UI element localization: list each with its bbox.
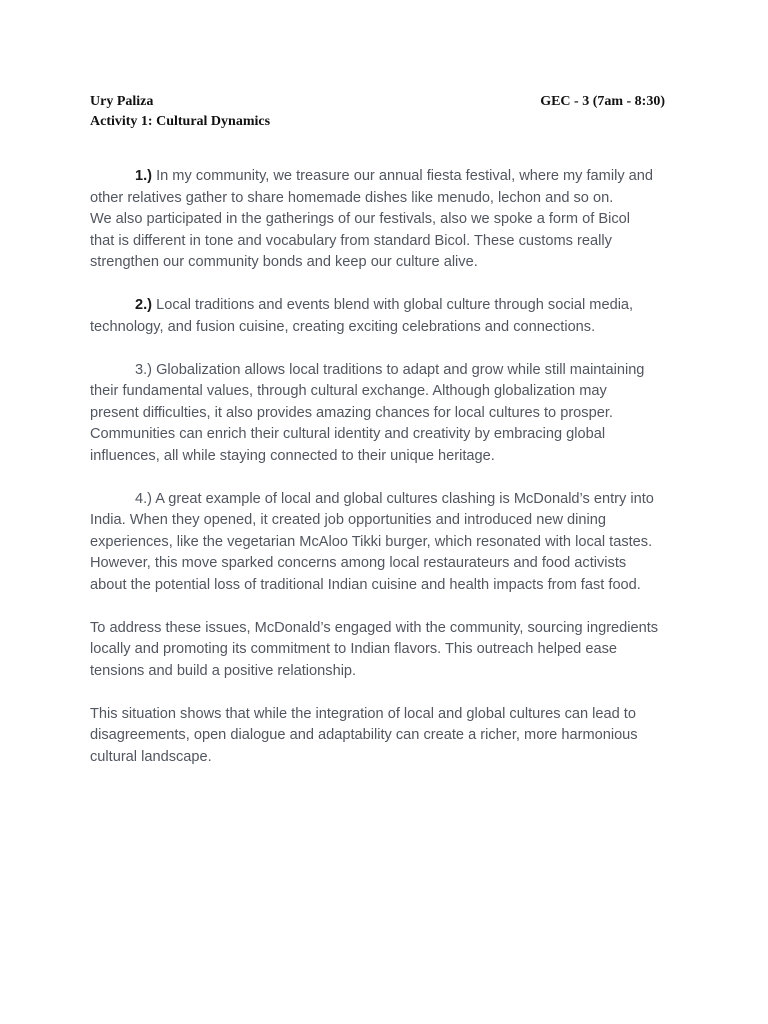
paragraph-line: locally and promoting its commitment to Indian flavors. This outreach helped ease (90, 641, 617, 657)
answer-paragraph-1 (90, 166, 680, 274)
answer-paragraph-3 (90, 360, 680, 468)
paragraph-line: India. When they opened, it created job opportunities and introduced new dining (90, 512, 606, 528)
header-row (90, 92, 670, 112)
paragraph-line: Communities can enrich their cultural identity and creativity by embracing global (90, 426, 606, 442)
paragraph-line: that is different in tone and vocabulary from standard Bicol. These customs really (90, 232, 612, 249)
paragraph-line: disagreements, open dialogue and adaptability can create a richer, more harmonious (90, 727, 638, 743)
paragraph-line: experiences, like the vegetarian McAloo Tikki burger, which resonated with local tastes. (90, 533, 653, 550)
paragraph-line: A great example of local and global cultures clashing is McDonald’s entry into (152, 490, 654, 507)
body-paragraph-6 (90, 704, 680, 769)
paragraph-number: 4.) (135, 490, 153, 507)
paragraph-line: We also participated in the gatherings of our festivals, also we spoke a form of Bicol (90, 211, 630, 227)
paragraph-line: other relatives gather to share homemade dishes like menudo, lechon and so on. (90, 189, 614, 206)
paragraph-line: However, this move sparked concerns among local restaurateurs and food activists (90, 555, 627, 571)
paragraph-line: cultural landscape. (90, 748, 212, 765)
answer-paragraph-2 (90, 295, 680, 338)
body-paragraph-5 (90, 618, 680, 683)
paragraph-line: To address these issues, McDonald’s engaged with the community, sourcing ingredients (90, 619, 659, 636)
paragraph-line: technology, and fusion cuisine, creating exciting celebrations and connections. (90, 318, 596, 335)
paragraph-number: 1.) (135, 168, 153, 184)
paragraph-line: This situation shows that while the integration of local and global cultures can lead to (90, 705, 636, 722)
paragraph-line: Globalization allows local traditions to adapt and grow while still maintaining (152, 361, 645, 378)
paragraph-line: about the potential loss of traditional Indian cuisine and health impacts from fast food. (90, 576, 641, 593)
paragraph-line: strengthen our community bonds and keep our culture alive. (90, 254, 478, 270)
answer-paragraph-4 (90, 489, 680, 597)
paragraph-line: In my community, we treasure our annual fiesta festival, where my family and (152, 168, 654, 184)
paragraph-line: tensions and build a positive relationship. (90, 662, 357, 679)
author-name: Ury Paliza (90, 94, 154, 109)
paragraph-number: 3.) (135, 361, 153, 378)
paragraph-line: present difficulties, it also provides amazing chances for local cultures to prosper. (90, 404, 613, 421)
paragraph-number: 2.) (135, 297, 153, 313)
document-header (90, 92, 670, 132)
activity-title: Activity 1: Cultural Dynamics (90, 114, 271, 129)
paragraph-line: their fundamental values, through cultural exchange. Although globalization may (90, 383, 607, 399)
document-body (90, 166, 680, 790)
paragraph-line: influences, all while staying connected to their unique heritage. (90, 447, 495, 464)
paragraph-line: Local traditions and events blend with global culture through social media, (152, 297, 634, 313)
course-label: GEC - 3 (7am - 8:30) (540, 94, 665, 109)
